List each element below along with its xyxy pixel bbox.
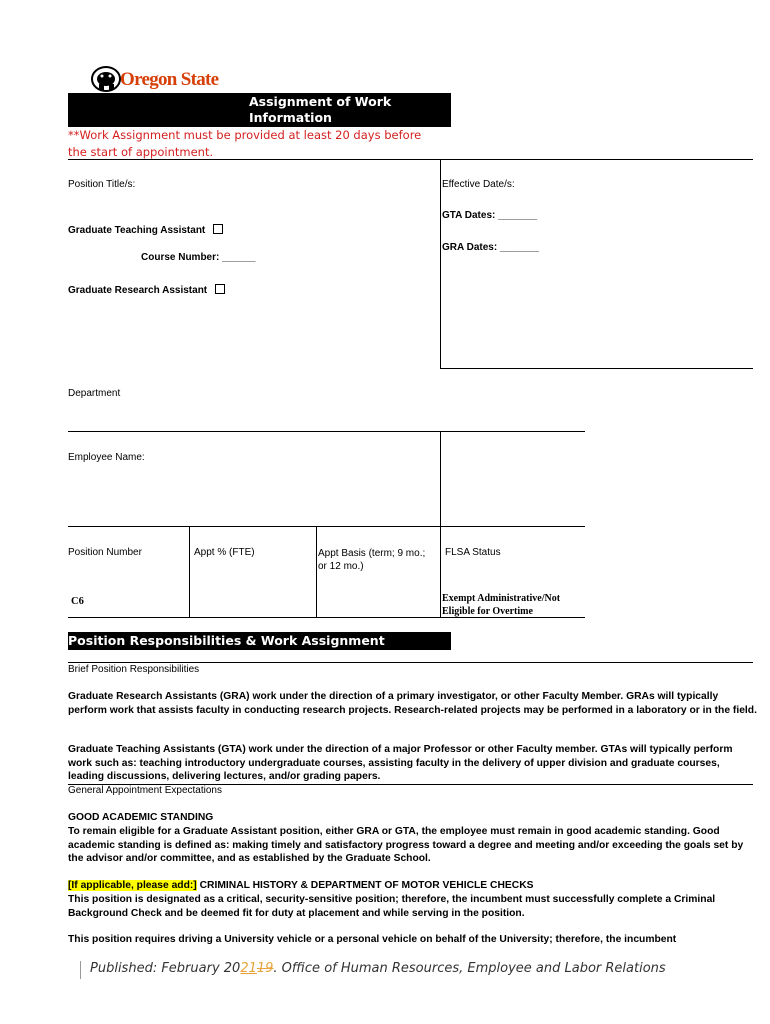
gra-checkbox[interactable] bbox=[215, 284, 225, 294]
responsibilities-heading: Position Responsibilities & Work Assignment bbox=[68, 633, 385, 648]
if-applicable-note: [If applicable, please add:] bbox=[68, 880, 197, 891]
gta-option[interactable] bbox=[68, 224, 223, 237]
brief-responsibilities-label: Brief Position Responsibilities bbox=[68, 664, 200, 675]
criminal-history-text: This position is designated as a critical, security-sensitive position; therefore, the incumbent must successfully complete a Criminal Background Check and be deemed fit for duty at placement and while serving in the position. bbox=[68, 894, 716, 919]
position-number-label: Position Number bbox=[68, 547, 142, 558]
gra-option[interactable] bbox=[68, 284, 225, 297]
responsibilities-rule bbox=[68, 662, 753, 663]
footer-deleted-year: 19 bbox=[256, 961, 274, 976]
table-divider-2 bbox=[316, 526, 317, 618]
table-divider-1 bbox=[189, 526, 190, 618]
course-number-field[interactable]: Course Number: ______ bbox=[141, 252, 256, 263]
department-label: Department bbox=[68, 388, 121, 399]
gra-description: Graduate Research Assistants (GRA) work under the direction of a primary investigator, or other Faculty Member. GRAs will typically perform work that assists faculty in conducting research projects. Research-related projects may be performed in a laboratory or in the field. bbox=[68, 691, 757, 716]
deadline-notice: **Work Assignment must be provided at least 20 days before the start of appointment. bbox=[68, 128, 422, 159]
position-title-label: Position Title/s: bbox=[68, 179, 136, 190]
gra-label: Graduate Research Assistant bbox=[68, 285, 208, 296]
responsibilities-bar bbox=[68, 632, 451, 650]
criminal-history-heading bbox=[68, 879, 758, 893]
footer-prefix: Published: February 20 bbox=[90, 961, 241, 976]
academic-standing-heading: GOOD ACADEMIC STANDING bbox=[68, 812, 214, 823]
effective-divider bbox=[440, 159, 441, 368]
gta-label: Graduate Teaching Assistant bbox=[68, 225, 206, 236]
appt-basis-label: Appt Basis (term; 9 mo.; or 12 mo.) bbox=[318, 548, 426, 572]
flsa-status-label: FLSA Status bbox=[445, 547, 501, 558]
gta-checkbox[interactable] bbox=[213, 224, 223, 234]
driving-requirement-text: This position requires driving a University vehicle or a personal vehicle on behalf of the University; therefore, the incumbent bbox=[68, 934, 677, 945]
employee-name-label: Employee Name: bbox=[68, 452, 145, 463]
beaver-logo-icon bbox=[90, 64, 124, 94]
form-title-bar bbox=[68, 93, 451, 127]
gta-dates-field[interactable]: GTA Dates: _______ bbox=[442, 210, 538, 221]
academic-standing-text: To remain eligible for a Graduate Assistant position, either GRA or GTA, the employee must remain in good academic standing. Good academic standing is defined as: making timely and satisfactory progress toward a degree and meeting and/or exceeding the goals set by the advisor and/or committee, and as established by the Graduate School. bbox=[68, 826, 744, 864]
table-divider-3 bbox=[440, 526, 441, 618]
logo-wordmark: Oregon State bbox=[120, 69, 219, 90]
form-title: Assignment of Work Information bbox=[249, 94, 392, 125]
position-block-rule bbox=[440, 368, 753, 369]
footer-inserted-year: 21 bbox=[240, 961, 257, 976]
position-number-value: C6 bbox=[71, 596, 84, 607]
criminal-history-title: CRIMINAL HISTORY & DEPARTMENT OF MOTOR VEHICLE CHECKS bbox=[196, 880, 534, 891]
effective-date-label: Effective Date/s: bbox=[442, 179, 515, 190]
appt-fte-label: Appt % (FTE) bbox=[194, 547, 255, 558]
flsa-status-value: Exempt Administrative/Not Eligible for Overtime bbox=[442, 593, 561, 617]
footer-suffix: . Office of Human Resources, Employee and Labor Relations bbox=[273, 961, 666, 976]
gra-dates-field[interactable]: GRA Dates: _______ bbox=[442, 242, 539, 253]
general-expectations-label: General Appointment Expectations bbox=[68, 785, 222, 796]
employee-name-divider bbox=[440, 431, 441, 527]
table-bottom-rule bbox=[68, 617, 585, 618]
top-rule bbox=[68, 159, 753, 160]
oregon-state-logo bbox=[90, 64, 240, 94]
publication-footer bbox=[90, 961, 666, 976]
footer-marker bbox=[80, 961, 81, 979]
department-rule bbox=[68, 431, 585, 432]
employee-name-rule bbox=[68, 526, 585, 527]
gta-description: Graduate Teaching Assistants (GTA) work under the direction of a major Professor or other Faculty member. GTAs will typically perform work such as: teaching introductory undergraduate courses, assisting faculty in the delivery of upper division and graduate courses, leading discussions, delivering lectures, and/or grading papers. bbox=[68, 744, 733, 782]
